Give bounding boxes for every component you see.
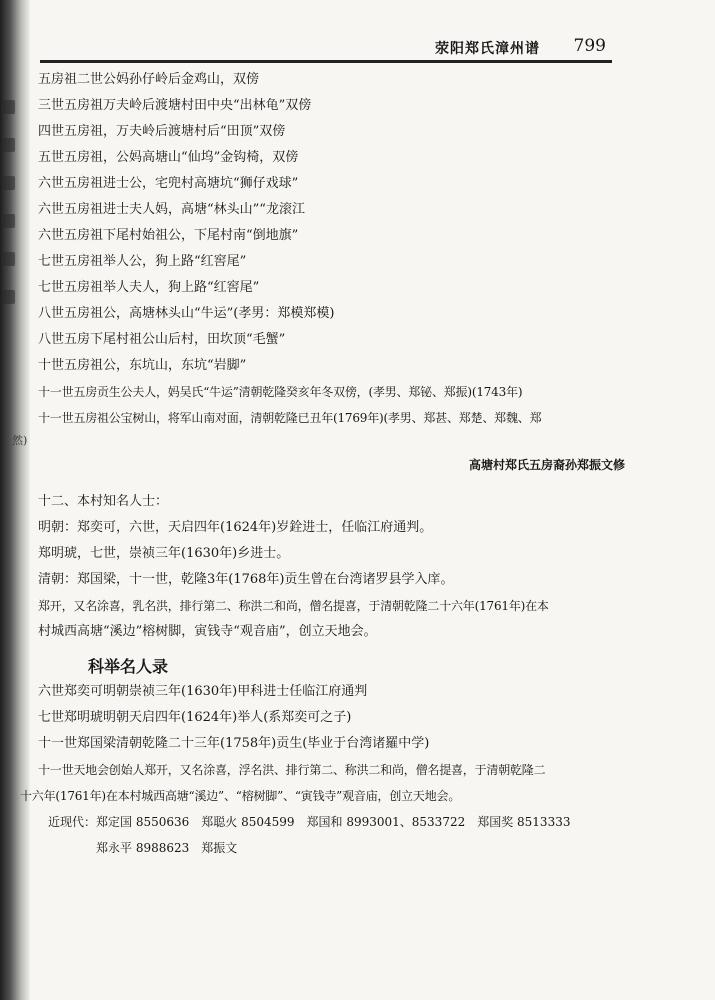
notable-line: 郑开，又名涂喜，乳名洪，排行第二、称洪二和尚，僧名提喜，于清朝乾隆二十六年(1761年)在本	[38, 599, 549, 613]
notable-line: 郑明琥，七世，崇祯三年(1630年)乡进士。	[38, 546, 290, 561]
tomb-line: 五世五房祖，公妈高塘山“仙坞”金钩椅，双傍	[38, 150, 299, 165]
keju-line: 七世郑明琥明朝天启四年(1624年)举人(系郑奕可之子)	[38, 710, 352, 725]
keju-line: 十六年(1761年)在本村城西高塘“溪边”、“榕树脚”、“寅钱寺”观音庙，创立天地会。	[20, 789, 461, 803]
contacts-line: 郑永平 8988623 郑振文	[96, 841, 238, 855]
keju-line: 十一世郑国梁清朝乾隆二十三年(1758年)贡生(毕业于台湾诸羅中学)	[38, 736, 430, 751]
contacts-line: 近现代：郑定国 8550636 郑聪火 8504599 郑国和 8993001、8533722 郑国奖 8513333	[48, 815, 571, 829]
tomb-line: 十一世五房贡生公夫人，妈吴氏“牛运”清朝乾隆癸亥年冬双傍，(孝男、郑铋、郑振)(1743年)	[38, 385, 523, 399]
tomb-line: 五房祖二世公妈孙仔岭后金鸡山，双傍	[38, 72, 260, 87]
tomb-line: 十世五房祖公，东坑山，东坑“岩脚”	[38, 358, 247, 373]
tomb-line: 八世五房下尾村祖公山后村，田坎顶“毛蟹”	[38, 332, 286, 347]
tomb-line: 八世五房祖公，高塘林头山“牛运”(孝男：郑模郑模)	[38, 306, 335, 321]
tomb-line: 七世五房祖举人夫人，狗上路“红窖尾”	[38, 280, 260, 295]
keju-line: 十一世天地会创始人郑开，又名涂喜，浮名洪、排行第二、称洪二和尚，僧名提喜，于清朝乾隆二	[38, 763, 546, 777]
notable-line: 清朝：郑国梁，十一世，乾隆3年(1768年)贡生曾在台湾诸罗县学入庠。	[38, 572, 454, 587]
tomb-line: 六世五房祖进士公，宅兜村高塘坑“狮仔戏球”	[38, 176, 299, 191]
notable-line: 村城西高塘“溪边”榕树脚，寅钱寺“观音庙”，创立天地会。	[38, 624, 377, 639]
tomb-line: 四世五房祖，万夫岭后渡塘村后“田顶”双傍	[38, 124, 286, 139]
header-rule	[40, 60, 612, 63]
book-gutter-shadow	[0, 0, 30, 1000]
tomb-line: 三世五房祖万夫岭后渡塘村田中央“出林龟”双傍	[38, 98, 312, 113]
tomb-line: 六世五房祖进士夫人妈，高塘“林头山”“龙滚江	[38, 202, 305, 217]
running-header	[50, 36, 610, 58]
tomb-line: 七世五房祖举人公，狗上路“红窖尾”	[38, 254, 247, 269]
notable-line: 明朝：郑奕可，六世，天启四年(1624年)岁銓进士，任临江府通判。	[38, 520, 433, 535]
compiler-signature: 高塘村郑氏五房裔孙郑振文修	[468, 458, 625, 472]
page-number: 799	[573, 36, 606, 56]
tomb-line: 十一世五房祖公宝树山，将军山南对面，清朝乾隆已丑年(1769年)(孝男、郑甚、郑楚、郑魏、郑	[38, 411, 542, 425]
facing-page-fragments	[3, 100, 19, 328]
section-heading: 十二、本村知名人士：	[38, 494, 169, 509]
book-title: 荥阳郑氏漳州谱	[435, 41, 540, 57]
keju-line: 六世郑奕可明朝崇祯三年(1630年)甲科进士任临江府通判	[38, 684, 368, 699]
tomb-line: 六世五房祖下尾村始祖公，下尾村南“倒地旗”	[38, 228, 299, 243]
keju-heading: 科举名人录	[88, 657, 169, 676]
tomb-line-continuation: 然)	[12, 434, 28, 447]
